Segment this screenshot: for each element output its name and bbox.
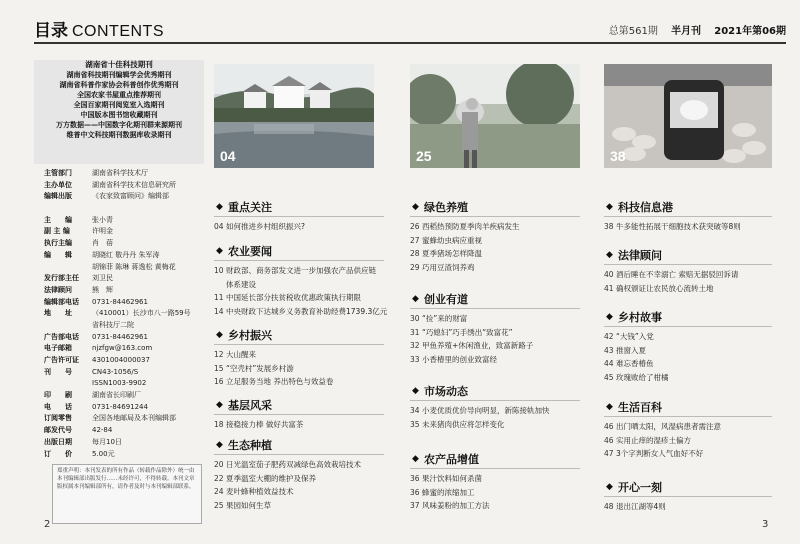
section-nongye — [214, 242, 388, 318]
toc-title: 小麦优质优价导向明显，新陈接轨加快 — [422, 406, 550, 415]
toc-page-number: 22 — [214, 473, 224, 483]
toc-title: 大山醒来 — [226, 350, 256, 359]
toc-title: 小香椿里的创业致富经 — [422, 354, 497, 364]
toc-title: 退出江湖等4则 — [616, 502, 666, 511]
toc-entry[interactable] — [604, 357, 772, 371]
masthead-value: njzfgw@163.com — [92, 344, 153, 353]
toc-title: 巧用豆渣饲养鸡 — [422, 262, 475, 272]
toc-title: “捡”来的财富 — [422, 314, 468, 323]
toc-title: 出门晒太阳，风湿病患者需注意 — [616, 422, 721, 431]
toc-entry[interactable] — [214, 485, 384, 499]
toc-entry[interactable] — [604, 500, 772, 514]
section-bullet-icon: ◆ — [412, 202, 419, 212]
toc-title: 蜜蜂幼虫病应重视 — [422, 235, 482, 245]
toc-page-number: 36 — [410, 487, 420, 497]
toc-entry[interactable] — [410, 353, 580, 367]
section-heading[interactable] — [604, 198, 772, 217]
toc-entry[interactable] — [604, 220, 772, 234]
toc-entry[interactable] — [410, 418, 580, 432]
masthead-value: 张小青 — [92, 215, 113, 224]
masthead-row — [44, 297, 209, 309]
section-title: 农业要闻 — [228, 245, 272, 258]
toc-title: 中央财政下达城乡义务教育补助经费1739.3亿元 — [226, 306, 388, 316]
toc-title: 立足服务当地 养出特色与效益卷 — [226, 377, 334, 387]
masthead-value: CN43-1056/S — [92, 367, 139, 376]
section-gushi — [604, 308, 772, 384]
toc-entry[interactable] — [410, 326, 580, 340]
masthead-key: 地 址 — [44, 309, 72, 318]
toc-title: 日光温室茄子肥药双减绿色高效栽培技术 — [226, 460, 361, 469]
issue-number: 2021年第06期 — [714, 26, 786, 37]
honor-line: 维普中文科技期刊数据库收录期刊 — [66, 131, 172, 139]
toc-page-number: 33 — [410, 354, 420, 364]
orchard-image — [410, 64, 580, 168]
masthead-row — [44, 332, 209, 344]
toc-page-number: 04 — [214, 222, 224, 231]
issue-info — [599, 22, 786, 37]
masthead-key: 主 编 — [44, 215, 72, 224]
toc-entry[interactable] — [410, 312, 580, 326]
masthead-value: 肖 蓓 — [92, 239, 113, 248]
section-heading[interactable] — [604, 246, 772, 265]
toc-entry[interactable] — [410, 472, 580, 486]
contents-title — [34, 16, 164, 41]
page-number-right: 3 — [762, 519, 769, 530]
masthead-value: 湖南省科学技术厅 — [92, 169, 148, 177]
section-bullet-icon: ◆ — [216, 330, 223, 340]
toc-entry[interactable] — [214, 291, 384, 305]
masthead-value: 每月10日 — [92, 437, 122, 446]
section-bullet-icon: ◆ — [216, 202, 223, 212]
masthead-value: 刘卫民 — [92, 274, 113, 283]
title-cn: 目录 — [34, 21, 68, 41]
masthead-row — [44, 449, 209, 461]
toc-title: 玫瑰败给了柑橘 — [616, 372, 669, 382]
toc-page-number: 16 — [214, 377, 224, 387]
section-title: 重点关注 — [228, 201, 272, 214]
toc-entry[interactable] — [410, 499, 580, 513]
section-zengzhi — [410, 450, 580, 513]
masthead-row — [44, 262, 209, 274]
masthead-info — [44, 168, 209, 460]
masthead-key: 主管部门 — [44, 169, 72, 177]
masthead-row — [44, 343, 209, 355]
toc-title: 实用止痒的湿疹土偏方 — [616, 435, 691, 445]
toc-entry[interactable] — [604, 268, 772, 282]
page-number-left: 2 — [44, 519, 51, 530]
toc-entry[interactable] — [214, 375, 384, 389]
honor-line: 中国版本图书馆收藏期刊 — [80, 111, 158, 119]
toc-page-number: 24 — [214, 487, 224, 497]
masthead-row — [44, 308, 209, 320]
section-bullet-icon: ◆ — [216, 400, 223, 410]
toc-entry[interactable] — [214, 264, 384, 278]
masthead-row — [44, 238, 209, 250]
masthead-key: 编 辑 — [44, 250, 72, 259]
toc-page-number: 30 — [410, 314, 420, 323]
photo-page-38: 38 — [610, 148, 626, 164]
masthead-row — [44, 355, 209, 367]
masthead-key: 广告部电话 — [44, 332, 79, 341]
masthead-value: 《农家致富顾问》编辑部 — [92, 192, 169, 201]
masthead-key: 出版日期 — [44, 437, 72, 446]
masthead-row — [44, 226, 209, 238]
section-title: 开心一刻 — [618, 481, 662, 494]
masthead-value: 0731-84691244 — [92, 402, 148, 411]
masthead-row — [44, 367, 209, 379]
masthead-value: 湖南省科学技术信息研究所 — [92, 180, 176, 189]
section-title: 创业有道 — [424, 293, 468, 306]
toc-page-number: 31 — [410, 327, 420, 337]
section-bullet-icon: ◆ — [606, 312, 613, 322]
masthead-value: 省科技厅二院 — [92, 320, 134, 329]
masthead-row — [44, 250, 209, 262]
toc-title: 体系建设 — [226, 279, 256, 289]
masthead-key: 印 刷 — [44, 391, 72, 400]
section-heading[interactable] — [214, 396, 384, 415]
toc-entry[interactable] — [410, 247, 580, 261]
toc-page-number: 36 — [410, 474, 420, 483]
section-shichang — [410, 382, 580, 431]
masthead-row — [44, 378, 209, 390]
section-shengtai — [214, 436, 384, 512]
section-title: 农产品增值 — [424, 453, 479, 466]
masthead-key — [44, 320, 92, 332]
photo-page-04: 04 — [220, 148, 236, 164]
toc-entry[interactable] — [214, 305, 388, 319]
masthead-value: ISSN1003-9902 — [92, 379, 147, 388]
masthead-row — [44, 203, 209, 215]
masthead-value: 5.00元 — [92, 449, 115, 458]
pig-farm-image — [604, 64, 772, 168]
section-heading[interactable] — [410, 290, 580, 309]
photo-orchard[interactable] — [410, 64, 580, 168]
toc-title: 3个字判断女人气血好不好 — [616, 449, 704, 459]
toc-page-number: 37 — [410, 501, 420, 511]
toc-title: 如何推进乡村组织振兴? — [226, 222, 305, 231]
toc-entry[interactable] — [214, 472, 384, 486]
section-title: 生态种植 — [228, 439, 272, 452]
copyright-notice: 郑重声明：本刊发表的所有作品（转载作品除外）统一由本刊编辑部出版发行……未经许可，不得转载。本刊文章版权属本刊编辑部所有，请作者及时与本刊编辑部联系。 — [52, 464, 202, 524]
honor-line: 全国农家书屋重点推荐期刊 — [77, 91, 161, 99]
toc-page-number: 20 — [214, 460, 224, 469]
section-heading[interactable] — [604, 478, 772, 497]
honor-line: 湖南省十佳科技期刊 — [85, 60, 153, 69]
section-bullet-icon: ◆ — [216, 440, 223, 450]
masthead-key: 订 价 — [44, 449, 72, 458]
section-title: 基层风采 — [228, 399, 272, 412]
toc-title: 财政部、商务部发文进一步加强农产品供应链 — [226, 266, 376, 275]
toc-entry[interactable] — [410, 220, 580, 234]
toc-title: “大钱”入党 — [616, 332, 654, 341]
masthead-key: 编辑部电话 — [44, 297, 79, 306]
masthead-value: 全国各地邮局及本刊编辑部 — [92, 414, 176, 423]
toc-page-number: 47 — [604, 449, 614, 459]
toc-title: 西稻热预防夏季肉羊疾病发生 — [422, 222, 520, 231]
section-chuangye — [410, 290, 580, 366]
masthead-key: 广告许可证 — [44, 356, 79, 364]
masthead-value: 0731-84462961 — [92, 332, 148, 341]
toc-page-number: 28 — [410, 249, 420, 259]
section-bullet-icon: ◆ — [606, 482, 613, 492]
masthead-key: 订阅零售 — [44, 414, 72, 423]
masthead-key: 邮发代号 — [44, 426, 72, 435]
toc-page-number: 15 — [214, 363, 224, 373]
masthead-value: （410001）长沙市八一路59号 — [92, 309, 191, 318]
section-title: 市场动态 — [424, 385, 468, 398]
masthead-key: 刊 号 — [44, 367, 72, 376]
section-heading[interactable] — [214, 198, 384, 217]
masthead-row — [44, 191, 209, 203]
toc-entry[interactable] — [214, 278, 384, 292]
toc-page-number: 14 — [214, 306, 224, 316]
masthead-value: 熊 辉 — [92, 285, 113, 294]
section-baike — [604, 398, 772, 461]
masthead-value: 胡锦菲 陈琳 蒋逸松 黄梅花 — [92, 262, 176, 271]
issue-total: 总第561期 — [608, 26, 658, 37]
toc-title: 果园如何生草 — [226, 500, 271, 510]
masthead-value: 许明金 — [92, 227, 113, 236]
toc-title: “空壳村”发展乡村游 — [226, 363, 294, 373]
toc-page-number: 43 — [604, 345, 614, 355]
masthead-row — [44, 402, 209, 414]
masthead-row — [44, 320, 209, 332]
toc-title: 甲鱼养殖+休闲渔业，致富新路子 — [422, 341, 534, 351]
masthead-value: 42-84 — [92, 426, 113, 435]
masthead-key — [44, 378, 92, 390]
masthead-row — [44, 273, 209, 285]
toc-entry[interactable] — [604, 330, 772, 344]
toc-page-number: 46 — [604, 435, 614, 445]
section-bullet-icon: ◆ — [606, 202, 613, 212]
masthead-key: 发行部主任 — [44, 274, 79, 283]
masthead-row — [44, 180, 209, 192]
toc-page-number: 34 — [410, 406, 420, 415]
toc-page-number: 46 — [604, 422, 614, 431]
toc-page-number: 40 — [604, 270, 614, 279]
section-heading[interactable] — [214, 436, 384, 455]
toc-page-number: 11 — [214, 293, 224, 303]
toc-title: 夏季温室大棚的维护及保养 — [226, 473, 316, 483]
section-bullet-icon: ◆ — [412, 454, 419, 464]
section-bullet-icon: ◆ — [412, 294, 419, 304]
masthead-row — [44, 215, 209, 227]
toc-title: “巧媳妇”巧手绣出“致富花” — [422, 327, 513, 337]
toc-entry[interactable] — [410, 261, 580, 275]
frequency: 半月刊 — [671, 26, 702, 37]
toc-entry[interactable] — [214, 458, 384, 472]
toc-title: 接稳接力棒 做好共富茶 — [226, 420, 304, 429]
section-title: 生活百科 — [618, 401, 662, 414]
toc-page-number: 12 — [214, 350, 224, 359]
masthead-value: 4301004000037 — [92, 356, 150, 364]
toc-entry[interactable] — [410, 486, 580, 500]
masthead-value: 胡晓红 敬丹丹 朱军涛 — [92, 250, 160, 259]
masthead-row — [44, 437, 209, 449]
toc-page-number: 25 — [214, 500, 224, 510]
toc-page-number: 10 — [214, 266, 224, 275]
toc-entry[interactable] — [214, 362, 384, 376]
toc-entry[interactable] — [214, 499, 384, 513]
masthead-key: 主办单位 — [44, 180, 72, 189]
toc-entry[interactable] — [410, 234, 580, 248]
village-image — [214, 64, 374, 168]
section-title: 绿色养殖 — [424, 201, 468, 214]
toc-title: 推窗入夏 — [616, 345, 646, 355]
toc-page-number: 35 — [410, 419, 420, 429]
section-heading[interactable] — [410, 198, 580, 217]
photo-pig-farm[interactable] — [604, 64, 772, 168]
toc-page-number: 29 — [410, 262, 420, 272]
masthead-row — [44, 390, 209, 402]
toc-title: 难忘香椿鱼 — [616, 359, 654, 369]
masthead-key — [44, 262, 92, 274]
honor-line: 万方数据——中国数字化期刊群来源期刊 — [56, 121, 182, 129]
toc-title: 牛多能性拓展干细胞技术获突破等8则 — [616, 222, 741, 231]
section-zhongdian — [214, 198, 384, 234]
header-rule — [34, 42, 786, 44]
toc-title: 风味姜粉的加工方法 — [422, 501, 490, 511]
toc-page-number: 32 — [410, 341, 420, 351]
masthead-value — [92, 203, 209, 215]
section-heading[interactable] — [214, 242, 384, 261]
section-heading[interactable] — [410, 450, 580, 469]
honors-box — [34, 60, 204, 164]
toc-page-number: 38 — [604, 222, 614, 231]
section-xiangcun — [214, 326, 384, 389]
section-bullet-icon: ◆ — [606, 402, 613, 412]
toc-entry[interactable] — [604, 434, 772, 448]
section-xinxi — [604, 198, 772, 234]
masthead-key: 副 主 编 — [44, 227, 70, 236]
toc-entry[interactable] — [214, 348, 384, 362]
masthead-key: 执行主编 — [44, 239, 72, 248]
section-falv — [604, 246, 772, 295]
toc-page-number: 44 — [604, 359, 614, 369]
section-bullet-icon: ◆ — [412, 386, 419, 396]
section-heading[interactable] — [604, 398, 772, 417]
section-heading[interactable] — [410, 382, 580, 401]
masthead-key: 编辑出版 — [44, 192, 72, 201]
photo-village[interactable] — [214, 64, 374, 168]
masthead-row — [44, 413, 209, 425]
toc-title: 夏季猪场怎样降温 — [422, 249, 482, 259]
toc-entry[interactable] — [214, 220, 384, 234]
toc-title: 确权颁证让农民放心流转土地 — [616, 283, 714, 293]
toc-page-number: 42 — [604, 332, 614, 341]
section-jiceng — [214, 396, 384, 432]
section-title: 法律顾问 — [618, 249, 662, 262]
masthead-row — [44, 168, 209, 180]
toc-entry[interactable] — [604, 447, 772, 461]
toc-entry[interactable] — [604, 344, 772, 358]
toc-title: 蜂蜜的浓缩加工 — [422, 487, 475, 497]
toc-title: 未来猪肉供应将怎样变化 — [422, 419, 505, 429]
masthead-value: 0731-84462961 — [92, 297, 148, 306]
section-lvse — [410, 198, 580, 274]
toc-title: 果汁饮料如何杀菌 — [422, 474, 482, 483]
toc-entry[interactable] — [410, 404, 580, 418]
toc-page-number: 41 — [604, 283, 614, 293]
toc-title: 麦叶蜂种植效益技术 — [226, 487, 294, 497]
masthead-row — [44, 285, 209, 297]
toc-title: 酒后睡在不幸溺亡 索赔无据驳回诉请 — [616, 270, 739, 279]
section-heading[interactable] — [214, 326, 384, 345]
section-bullet-icon: ◆ — [606, 250, 613, 260]
toc-entry[interactable] — [604, 371, 772, 385]
honor-line: 全国百家期刊阅览室入选期刊 — [73, 101, 165, 109]
section-title: 乡村振兴 — [228, 329, 272, 342]
masthead-key: 电子邮箱 — [44, 344, 72, 353]
toc-page-number: 26 — [410, 222, 420, 231]
masthead-key — [44, 203, 92, 215]
section-bullet-icon: ◆ — [216, 246, 223, 256]
contents-header — [34, 16, 786, 42]
toc-entry[interactable] — [604, 282, 772, 296]
toc-entry[interactable] — [410, 339, 580, 353]
toc-entry[interactable] — [604, 420, 772, 434]
toc-page-number: 45 — [604, 372, 614, 382]
toc-page-number: 48 — [604, 502, 614, 511]
masthead-row — [44, 425, 209, 437]
photo-page-25: 25 — [416, 148, 432, 164]
honor-line: 湖南省科普作家协会科普创作优秀期刊 — [59, 81, 179, 89]
honor-line: 湖南省科技期刊编辑学会优秀期刊 — [66, 71, 172, 79]
masthead-value: 湖南省长印刷厂 — [92, 391, 141, 400]
masthead-key: 法律顾问 — [44, 285, 72, 294]
section-heading[interactable] — [604, 308, 772, 327]
section-title: 乡村故事 — [618, 311, 662, 324]
masthead-key: 电 话 — [44, 402, 72, 411]
toc-entry[interactable] — [214, 418, 384, 432]
toc-title: 中国延长部分扶贫税收优惠政策执行期限 — [226, 293, 361, 303]
toc-page-number: 27 — [410, 235, 420, 245]
toc-page-number: 18 — [214, 420, 224, 429]
title-en: CONTENTS — [72, 23, 164, 40]
section-kaixin — [604, 478, 772, 514]
section-title: 科技信息港 — [618, 201, 673, 214]
